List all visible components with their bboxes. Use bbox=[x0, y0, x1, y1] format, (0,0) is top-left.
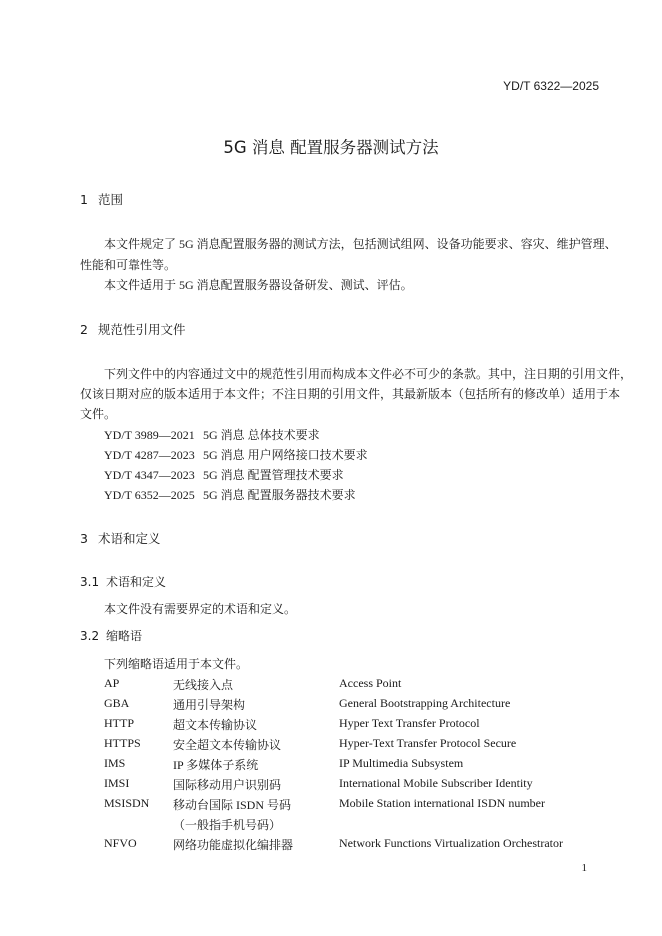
abbreviation-english: International Mobile Subscriber Identity bbox=[339, 776, 533, 790]
section-number: 1 bbox=[80, 192, 88, 207]
reference-code: YD/T 3989—2021 bbox=[104, 428, 195, 442]
subsection-number: 3.2 bbox=[80, 629, 100, 643]
paragraph-line: 文件。 bbox=[80, 407, 117, 421]
abbreviation-english: General Bootstrapping Architecture bbox=[339, 696, 511, 710]
paragraph-line: 性能和可靠性等。 bbox=[80, 258, 177, 272]
paragraph-line: 下列文件中的内容通过文中的规范性引用而构成本文件必不可少的条款。其中，注日期的引用文件， bbox=[104, 367, 633, 381]
page-number: 1 bbox=[581, 862, 587, 874]
reference-title: 5G 消息 用户网络接口技术要求 bbox=[203, 448, 368, 462]
reference-item bbox=[104, 446, 368, 463]
abbreviation-chinese: IP 多媒体子系统 bbox=[173, 758, 259, 772]
section-number: 2 bbox=[80, 322, 88, 337]
abbreviation: MSISDN bbox=[104, 796, 150, 810]
abbreviation-chinese: 网络功能虚拟化编排器 bbox=[173, 838, 294, 852]
section-title: 范围 bbox=[98, 192, 124, 207]
paragraph-line: 下列缩略语适用于本文件。 bbox=[104, 657, 249, 671]
reference-title: 5G 消息 配置服务器技术要求 bbox=[203, 488, 356, 502]
abbreviation-chinese: 超文本传输协议 bbox=[173, 718, 258, 732]
reference-item bbox=[104, 486, 356, 503]
subsection-3-1-heading bbox=[80, 573, 166, 590]
abbreviation: GBA bbox=[104, 696, 130, 710]
paragraph-line: 本文件没有需要界定的术语和定义。 bbox=[104, 602, 297, 616]
section-3-heading bbox=[80, 529, 161, 547]
abbreviation: HTTPS bbox=[104, 736, 141, 750]
subsection-number: 3.1 bbox=[80, 575, 100, 589]
abbreviation: HTTP bbox=[104, 716, 134, 730]
section-title: 规范性引用文件 bbox=[98, 322, 186, 337]
section-number: 3 bbox=[80, 531, 88, 546]
section-1-heading bbox=[80, 190, 123, 208]
abbreviation-english: Hyper-Text Transfer Protocol Secure bbox=[339, 736, 517, 750]
subsection-title: 缩略语 bbox=[106, 629, 143, 643]
abbreviation-chinese: 移动台国际 ISDN 号码 bbox=[173, 798, 292, 812]
abbreviation-chinese: 国际移动用户识别码 bbox=[173, 778, 282, 792]
reference-code: YD/T 6352—2025 bbox=[104, 488, 195, 502]
abbreviation: IMSI bbox=[104, 776, 130, 790]
abbreviation: IMS bbox=[104, 756, 126, 770]
abbreviation-english: Network Functions Virtualization Orchestrator bbox=[339, 836, 564, 850]
abbreviation-english: Mobile Station international ISDN number bbox=[339, 796, 545, 810]
abbreviation-english: Hyper Text Transfer Protocol bbox=[339, 716, 480, 730]
abbreviation: NFVO bbox=[104, 836, 137, 850]
reference-code: YD/T 4347—2023 bbox=[104, 468, 195, 482]
paragraph-line: 本文件规定了 5G 消息配置服务器的测试方法，包括测试组网、设备功能要求、容灾、维护管理、 bbox=[104, 237, 617, 251]
reference-title: 5G 消息 总体技术要求 bbox=[203, 428, 320, 442]
section-2-heading bbox=[80, 320, 186, 338]
subsection-title: 术语和定义 bbox=[106, 575, 167, 589]
paragraph-line: 本文件适用于 5G 消息配置服务器设备研发、测试、评估。 bbox=[104, 278, 413, 292]
reference-title: 5G 消息 配置管理技术要求 bbox=[203, 468, 344, 482]
standard-code: YD/T 6322—2025 bbox=[503, 79, 599, 93]
reference-item bbox=[104, 426, 320, 443]
abbreviation: AP bbox=[104, 676, 120, 690]
abbreviation-chinese: 通用引导架构 bbox=[173, 698, 246, 712]
paragraph-line: 仅该日期对应的版本适用于本文件；不注日期的引用文件，其最新版本（包括所有的修改单）适用于本 bbox=[80, 387, 621, 401]
abbreviation-english: Access Point bbox=[339, 676, 402, 690]
section-title: 术语和定义 bbox=[98, 531, 161, 546]
abbreviation-chinese: （一般指手机号码） bbox=[173, 818, 282, 832]
abbreviation-chinese: 安全超文本传输协议 bbox=[173, 738, 282, 752]
subsection-3-2-heading bbox=[80, 627, 142, 644]
abbreviation-chinese: 无线接入点 bbox=[173, 678, 234, 692]
document-title: 5G 消息 配置服务器测试方法 bbox=[223, 138, 439, 157]
reference-item bbox=[104, 466, 344, 483]
reference-code: YD/T 4287—2023 bbox=[104, 448, 195, 462]
abbreviation-english: IP Multimedia Subsystem bbox=[339, 756, 464, 770]
